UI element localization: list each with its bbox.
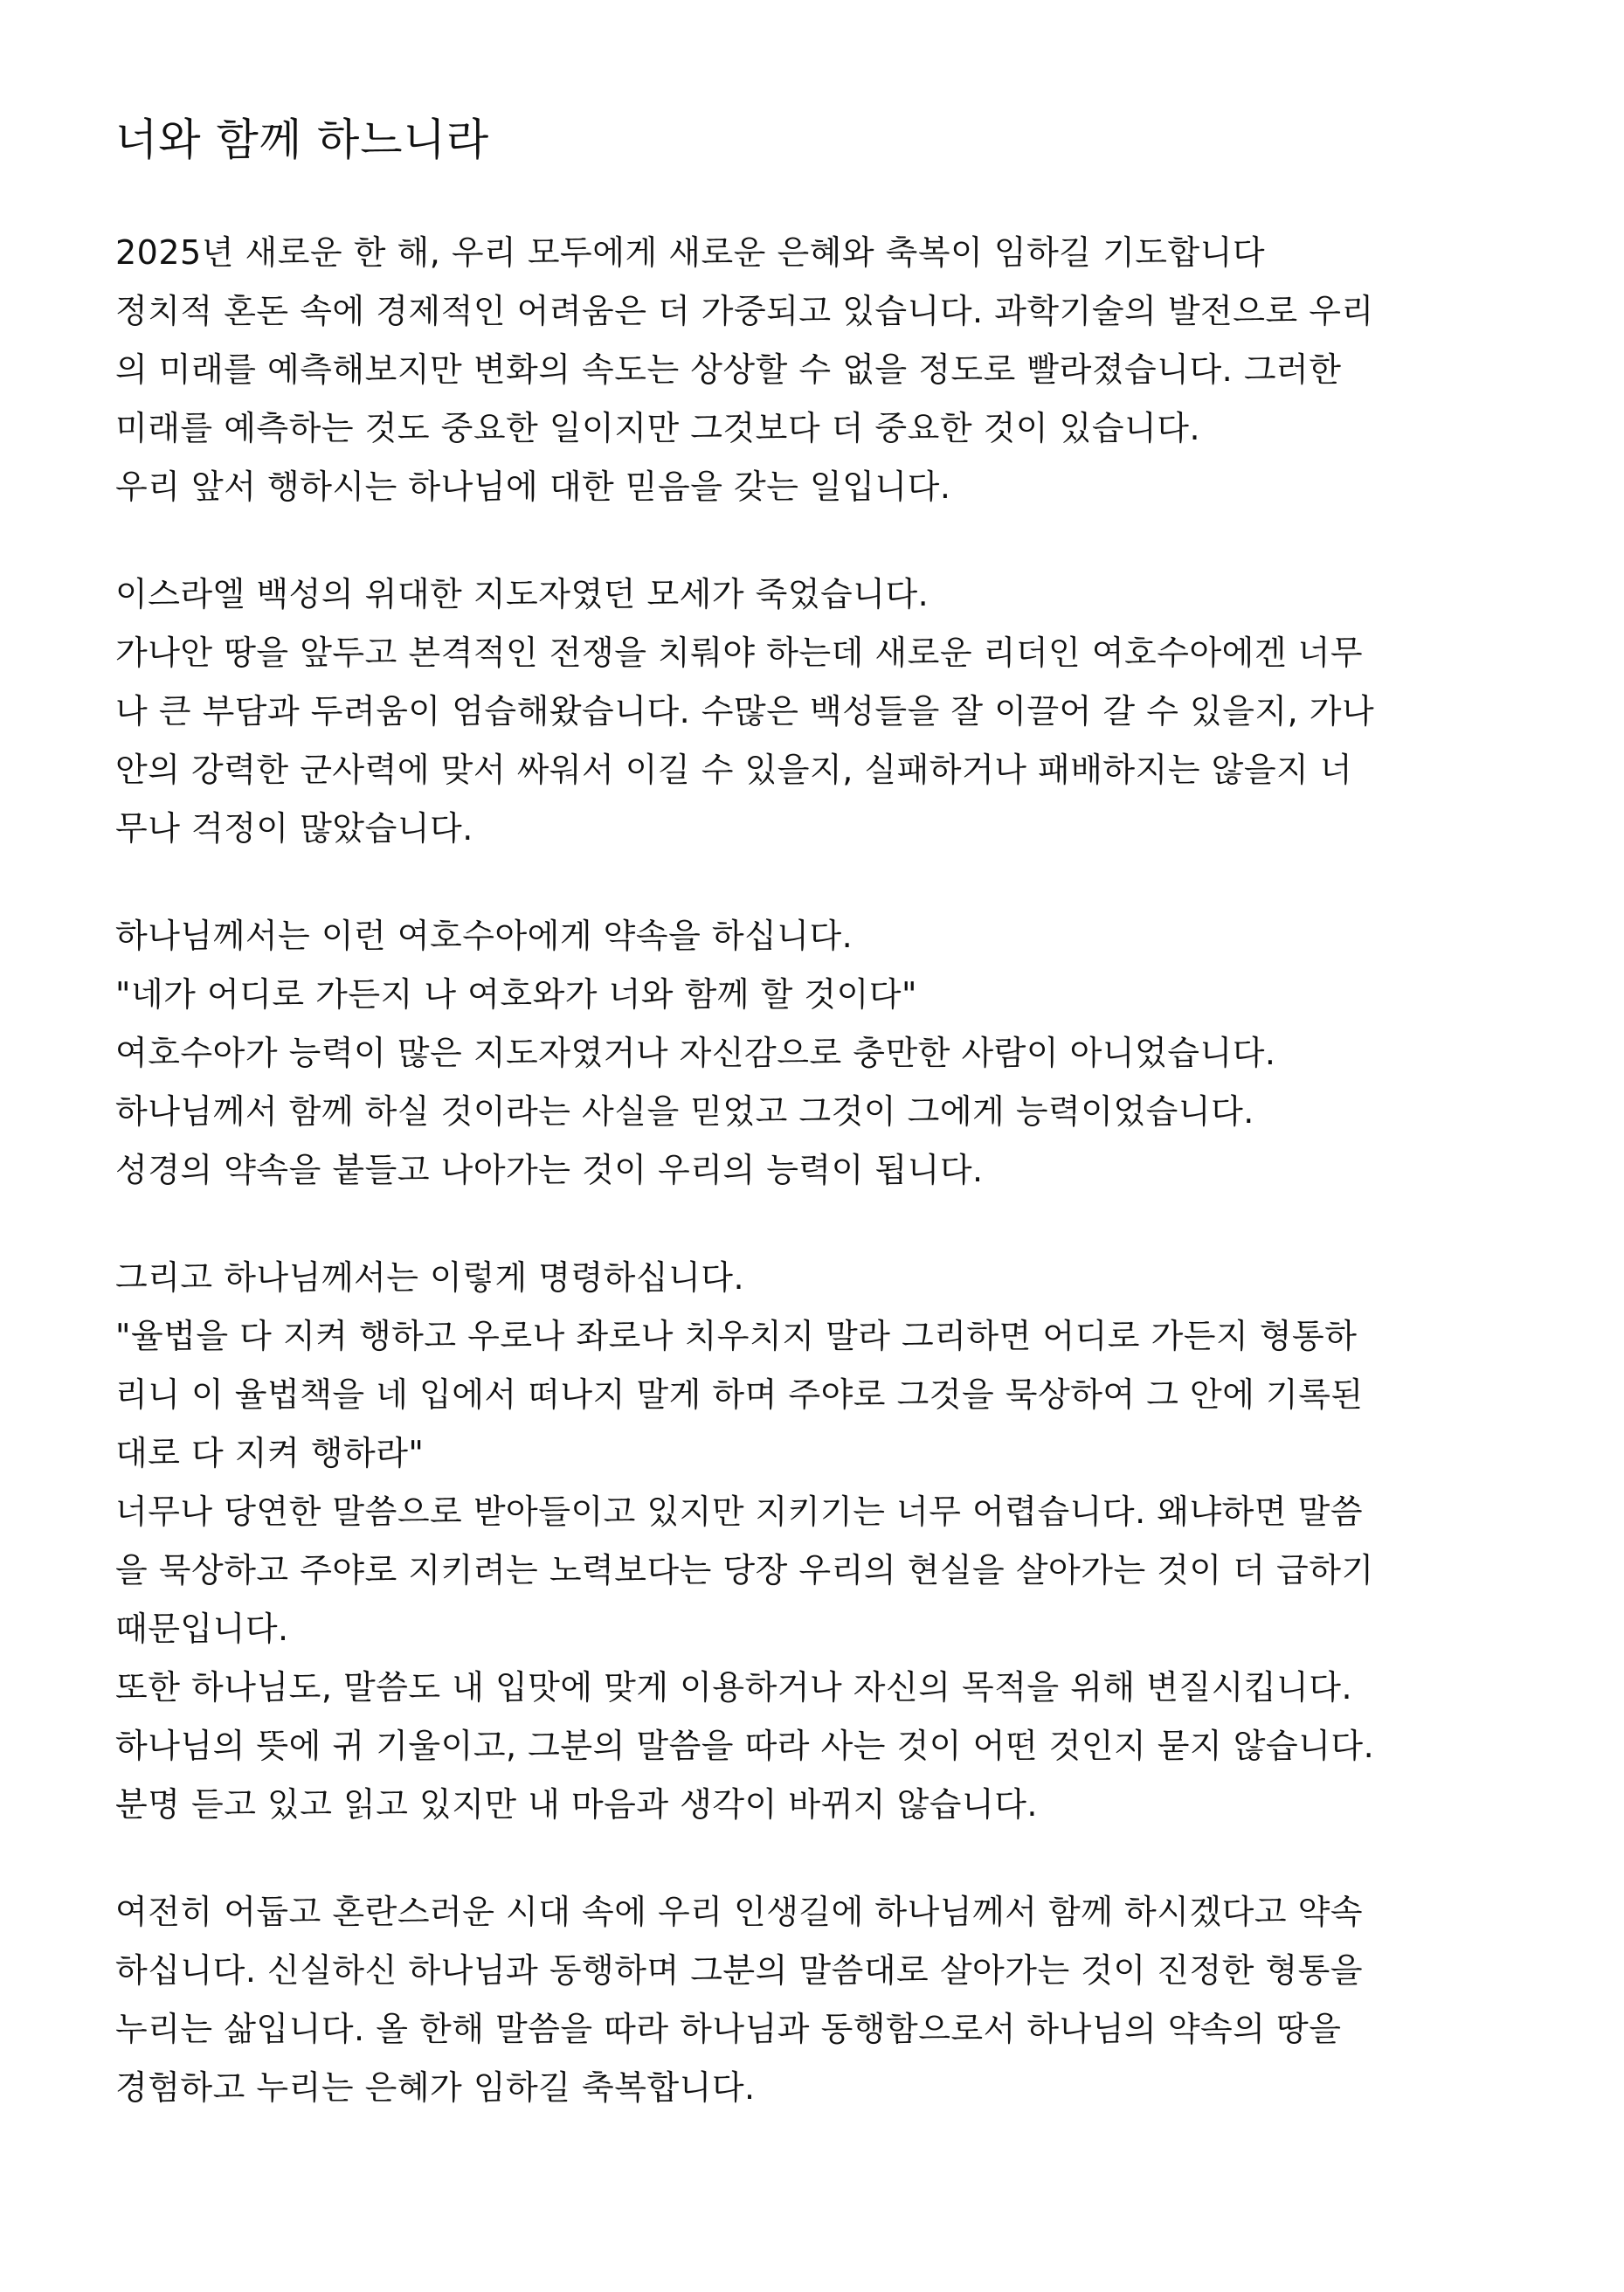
text-line: 이스라엘 백성의 위대한 지도자였던 모세가 죽었습니다. [115,575,929,613]
text-line: 하십니다. 신실하신 하나님과 동행하며 그분의 말씀대로 살아가는 것이 진정한 형통을 [115,1951,1364,1990]
text-line: 누리는 삶입니다. 올 한해 말씀을 따라 하나님과 동행함으로서 하나님의 약속의 땅을 [115,2010,1342,2048]
text-line: 리니 이 율법책을 네 입에서 떠나지 말게 하며 주야로 그것을 묵상하여 그 안에 기록된 [115,1375,1364,1414]
text-line: 너무나 당연한 말씀으로 받아들이고 있지만 지키기는 너무 어렵습니다. 왜냐하면 말씀 [115,1492,1364,1531]
text-line: 하나님께서 함께 하실 것이라는 사실을 믿었고 그것이 그에게 능력이었습니다. [115,1092,1254,1131]
text-line: 미래를 예측하는 것도 중요한 일이지만 그것보다 더 중요한 것이 있습니다. [115,409,1201,447]
text-line: 무나 걱정이 많았습니다. [115,809,473,848]
text-line: 때문입니다. [115,1610,289,1648]
paragraph [115,224,1531,516]
document-body [115,224,1531,2117]
text-line: 정치적 혼돈 속에 경제적인 어려움은 더 가중되고 있습니다. 과학기술의 발전으로 우리 [115,292,1374,330]
text-line: 대로 다 지켜 행하라" [115,1434,425,1472]
text-line: 성경의 약속을 붙들고 나아가는 것이 우리의 능력이 됩니다. [115,1151,984,1189]
paragraph [115,1883,1531,2117]
text-line: 가나안 땅을 앞두고 본격적인 전쟁을 치뤄야 하는데 새로운 리더인 여호수아에겐 너무 [115,634,1364,672]
text-line: 안의 강력한 군사력에 맞서 싸워서 이길 수 있을지, 실패하거나 패배하지는 않을지 너 [115,751,1353,789]
text-line: 여호수아가 능력이 많은 지도자였거나 자신감으로 충만한 사람이 아니었습니다. [115,1034,1276,1072]
text-line: 을 묵상하고 주야로 지키려는 노력보다는 당장 우리의 현실을 살아가는 것이 더 급하기 [115,1551,1374,1589]
text-line: 2025년 새로운 한 해, 우리 모두에게 새로운 은혜와 축복이 임하길 기도합니다 [115,233,1266,272]
paragraph [115,907,1531,1200]
document-page [115,105,1531,2166]
paragraph [115,565,1531,858]
text-line: 우리 앞서 행하시는 하나님에 대한 믿음을 갖는 일입니다. [115,467,951,506]
text-line: 경험하고 누리는 은혜가 임하길 축복합니다. [115,2068,756,2107]
paragraph [115,1249,1531,1834]
text-line: 여전히 어둡고 혼란스러운 시대 속에 우리 인생길에 하나님께서 함께 하시겠다고 약속 [115,1893,1364,1931]
text-line: 분명 듣고 있고 읽고 있지만 내 마음과 생각이 바뀌지 않습니다. [115,1785,1038,1824]
text-line: 하나님께서는 이런 여호수아에게 약속을 하십니다. [115,917,853,955]
text-line: "네가 어디로 가든지 나 여호와가 너와 함께 할 것이다" [115,975,917,1014]
text-line: 의 미래를 예측해보지만 변화의 속도는 상상할 수 없을 정도로 빨라졌습니다. 그러한 [115,350,1342,389]
text-line: "율법을 다 지켜 행하고 우로나 좌로나 치우치지 말라 그리하면 어디로 가든지 형통하 [115,1317,1358,1355]
text-line: 그리고 하나님께서는 이렇게 명령하십니다. [115,1258,745,1297]
text-line: 또한 하나님도, 말씀도 내 입맛에 맞게 이용하거나 자신의 목적을 위해 변질시킵니다. [115,1668,1353,1707]
text-line: 나 큰 부담과 두려움이 엄습해왔습니다. 수많은 백성들을 잘 이끌어 갈 수 있을지, 가나 [115,692,1375,731]
document-title: 너와 함께 하느니라 [115,114,490,165]
text-line: 하나님의 뜻에 귀 기울이고, 그분의 말씀을 따라 사는 것이 어떤 것인지 묻지 않습니다. [115,1727,1375,1765]
